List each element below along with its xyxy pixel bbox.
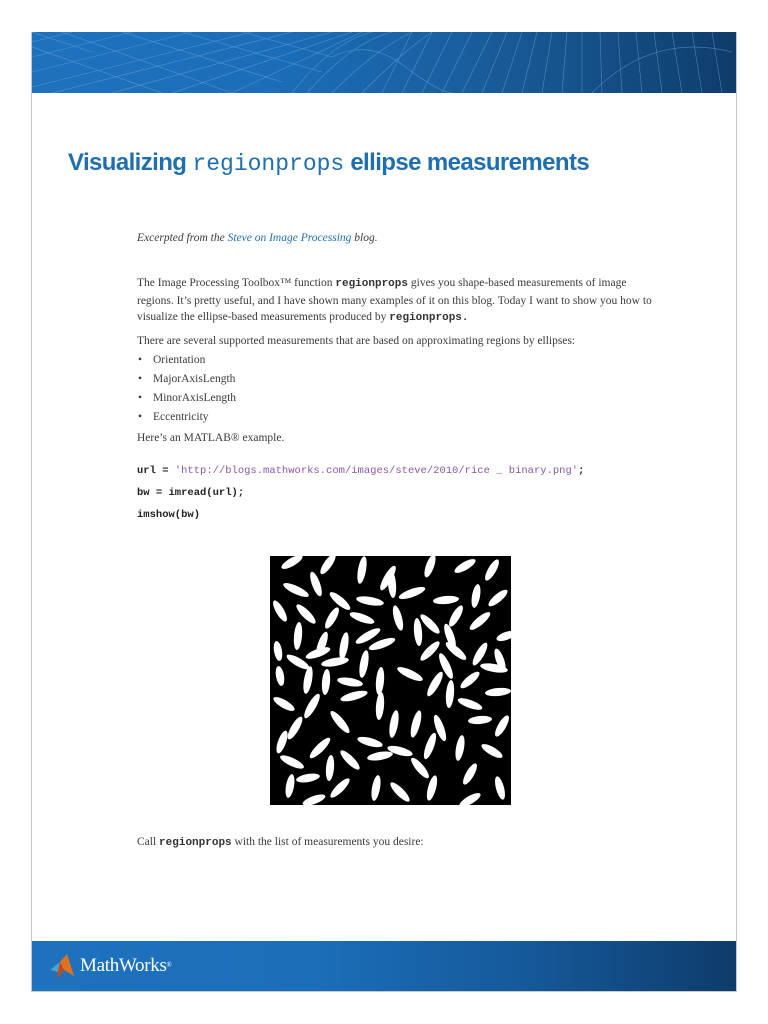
- intro-text-1: The Image Processing Toolbox™ function: [137, 277, 333, 289]
- measurement-list: [137, 351, 657, 427]
- logo-wordmark: MathWorks: [80, 955, 167, 976]
- article-body: [137, 230, 657, 529]
- code-string: 'http://blogs.mathworks.com/images/steve/2010/rice _ binary.png': [174, 464, 579, 477]
- page-title: [68, 149, 589, 177]
- list-item: [137, 351, 657, 370]
- title-suffix: ellipse measurements: [350, 149, 590, 176]
- supported-paragraph: There are several supported measurements that are based on approximating regions by ellipses:: [137, 334, 576, 347]
- code-var: url =: [137, 464, 175, 477]
- mathworks-logo[interactable]: [48, 952, 172, 980]
- list-item-label: Eccentricity: [153, 410, 209, 423]
- list-item-label: Orientation: [153, 353, 206, 366]
- list-item-label: MinorAxisLength: [153, 391, 237, 404]
- document-page: [31, 32, 737, 992]
- rice-binary-figure: [270, 556, 511, 805]
- list-item: [137, 389, 657, 408]
- list-item-label: MajorAxisLength: [153, 372, 236, 385]
- call-prefix: Call: [137, 836, 157, 848]
- excerpt-line: [137, 230, 657, 246]
- intro-code-1: regionprops: [335, 278, 408, 290]
- bullet-icon: •: [138, 410, 143, 423]
- intro-paragraph: [137, 275, 657, 327]
- list-item: [137, 408, 657, 427]
- title-prefix: Visualizing: [68, 149, 187, 176]
- code-line: [137, 463, 657, 485]
- logo-text: [80, 955, 172, 977]
- code-block: [137, 463, 657, 529]
- list-item: [137, 370, 657, 389]
- excerpt-prefix: Excerpted from the: [137, 232, 225, 244]
- matlab-example-line: Here’s an MATLAB® example.: [137, 431, 285, 444]
- bullet-icon: •: [138, 391, 143, 404]
- intro-text-2: gives you shape-based measurements of image regions. It’s pretty useful, and I have shown many examples of it on this blog. Today I want to show you how to visualize the ellipse-based measurements produced by: [137, 277, 652, 323]
- bullet-icon: •: [138, 353, 143, 366]
- excerpt-suffix: blog.: [354, 232, 378, 244]
- footer-banner: [32, 941, 736, 991]
- code-line: bw = imread(url);: [137, 486, 245, 499]
- blog-link[interactable]: Steve on Image Processing: [227, 232, 352, 244]
- rice-grains-image: [270, 556, 511, 805]
- code-line: imshow(bw): [137, 508, 201, 521]
- wave-pattern-icon: [32, 32, 736, 93]
- call-code: regionprops: [159, 837, 232, 849]
- title-code: regionprops: [192, 151, 345, 177]
- header-banner: [32, 32, 736, 93]
- intro-code-2: regionprops.: [389, 312, 469, 324]
- registered-mark: ®: [166, 961, 172, 969]
- call-paragraph: [137, 836, 424, 849]
- membrane-logo-icon: [48, 952, 76, 980]
- code-end: ;: [578, 464, 585, 477]
- bullet-icon: •: [138, 372, 143, 385]
- call-suffix: with the list of measurements you desire:: [234, 836, 424, 848]
